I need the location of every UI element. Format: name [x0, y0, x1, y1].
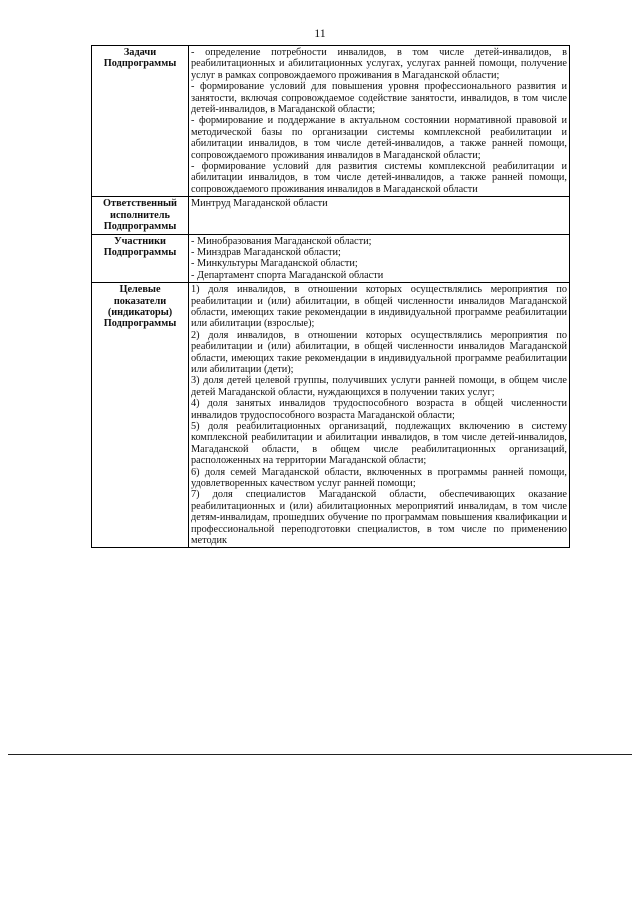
- row-content-executor: [189, 197, 570, 234]
- executor-name: Минтруд Магаданской области: [191, 198, 328, 210]
- row-label-tasks: Задачи Подпрограммы: [92, 46, 189, 197]
- task-item: - формирование условий для повышения уровня профессионального развития и занятости, включая сопровождаемое содействие занятости, инвалидов, в том числе детей-инвалидов, в Магаданской области;: [191, 81, 567, 116]
- row-content-indicators: [189, 283, 570, 548]
- participant-item: - Минкультуры Магаданской области;: [191, 258, 358, 270]
- table-row-indicators: [92, 283, 570, 548]
- page-number: 11: [314, 26, 326, 40]
- row-label-participants: Участники Подпрограммы: [92, 234, 189, 283]
- indicator-item: 7) доля специалистов Магаданской области, обеспечивающих оказание реабилитационных и (или) абилитационных мероприятий инвалидам, в том числе детям-инвалидам, прошедших обучение по программам повышения квалификации и профессиональной переподготовки специалистов, в том числе по применению методик: [191, 489, 567, 547]
- subprogram-passport-table: [91, 45, 570, 548]
- indicator-item: 2) доля инвалидов, в отношении которых осуществлялись мероприятия по реабилитации и (или) абилитации, в общей численности инвалидов Магаданской области, имеющих такие рекомендации в индивидуальной программе реабилитации или абилитации (дети);: [191, 329, 567, 375]
- row-label-indicators: Целевые показатели (индикаторы) Подпрограммы: [92, 283, 189, 548]
- task-item: - формирование условий для развития системы комплексной реабилитации и абилитации инвалидов, в том числе детей-инвалидов, а также ранней помощи, сопровождаемого проживания инвалидов в Магаданской области: [191, 161, 567, 195]
- indicator-item: 4) доля занятых инвалидов трудоспособного возраста в общей численности инвалидов трудоспособного возраста Магаданской области;: [191, 398, 567, 421]
- row-content-tasks: [189, 46, 570, 197]
- task-item: - формирование и поддержание в актуальном состоянии нормативной правовой и методической базы по организации системы комплексной реабилитации и абилитации инвалидов, в том числе детей-инвалидов, а также ранней помощи, сопровождаемого проживания инвалидов в Магаданской области;: [191, 115, 567, 161]
- row-content-participants: [189, 234, 570, 283]
- row-label-executor: Ответственный исполнитель Подпрограммы: [92, 197, 189, 234]
- table-row-participants: [92, 234, 570, 283]
- indicator-item: 1) доля инвалидов, в отношении которых осуществлялись мероприятия по реабилитации и (или) абилитации, в общей численности инвалидов Магаданской области, имеющих такие рекомендации в индивидуальной программе реабилитации или абилитации (взрослые);: [191, 284, 567, 330]
- indicator-item: 6) доля семей Магаданской области, включенных в программы ранней помощи, удовлетворенных качеством услуг ранней помощи;: [191, 466, 567, 490]
- indicator-item: 5) доля реабилитационных организаций, подлежащих включению в систему комплексной реабилитации и абилитации инвалидов, в том числе детей-инвалидов, Магаданской области, в общем числе реабилитационных организаций, расположенных на территории Магаданской области;: [191, 421, 567, 467]
- footer-divider: [8, 754, 632, 755]
- table-row-executor: [92, 197, 570, 234]
- task-item: - определение потребности инвалидов, в том числе детей-инвалидов, в реабилитационных и абилитационных услугах, услугах ранней помощи, получение услуг в рамках сопровождаемого проживания в Магаданской области;: [191, 47, 567, 81]
- participant-item: - Минздрав Магаданской области;: [191, 246, 341, 258]
- table-row-tasks: [92, 46, 570, 197]
- participant-item: - Департамент спорта Магаданской области: [191, 269, 384, 281]
- indicator-item: 3) доля детей целевой группы, получивших услуги ранней помощи, в общем числе детей Магаданской области, нуждающихся в получении таких услуг;: [191, 375, 567, 398]
- participant-item: - Минобразования Магаданской области;: [191, 235, 372, 247]
